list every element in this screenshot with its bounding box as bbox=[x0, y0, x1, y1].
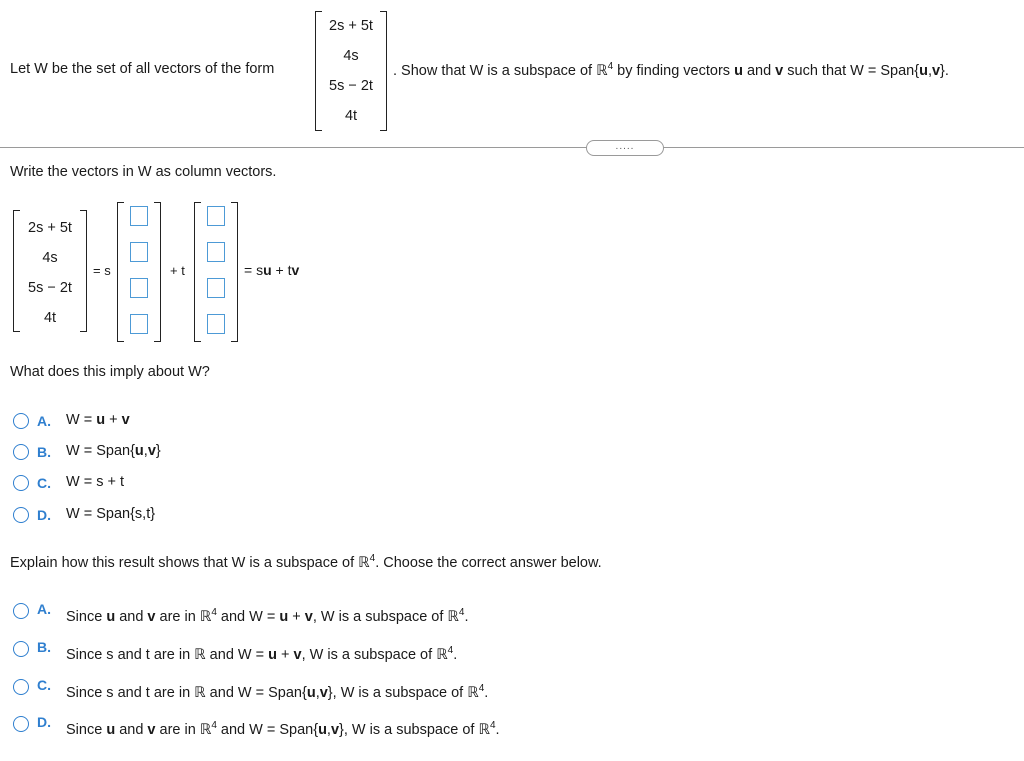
option-letter: C. bbox=[37, 677, 51, 693]
question-intro-text: Let W be the set of all vectors of the form bbox=[10, 61, 275, 77]
v-entry-3-input[interactable] bbox=[207, 278, 225, 298]
matrix-entry: 2s + 5t bbox=[329, 18, 373, 34]
question-vector-matrix bbox=[315, 11, 387, 131]
section-divider bbox=[0, 147, 1024, 148]
option-letter: C. bbox=[37, 475, 51, 491]
option-text: W = s + t bbox=[66, 474, 125, 490]
u-vector-matrix bbox=[117, 202, 161, 342]
radio-button[interactable] bbox=[13, 716, 29, 732]
option-letter: B. bbox=[37, 639, 51, 655]
u-entry-2-input[interactable] bbox=[130, 242, 148, 262]
v-entry-2-input[interactable] bbox=[207, 242, 225, 262]
option-letter: D. bbox=[37, 714, 51, 730]
radio-button[interactable] bbox=[13, 679, 29, 695]
v-vector-matrix bbox=[194, 202, 238, 342]
step1-prompt: Write the vectors in W as column vectors. bbox=[10, 164, 277, 180]
step3-prompt: Explain how this result shows that W is a subspace of ℝ$^4$. Choose the correct answer below. bbox=[10, 553, 602, 571]
option-letter: D. bbox=[37, 507, 51, 523]
expand-more-button[interactable]: ..... bbox=[586, 140, 664, 156]
option-text: W = Span{s,t} bbox=[66, 506, 156, 522]
radio-button[interactable] bbox=[13, 444, 29, 460]
step2-prompt: What does this imply about W? bbox=[10, 364, 210, 380]
question-task-text: . Show that W is a subspace of ℝ$^4$ by finding vectors u and v such that W = Span{u,v}. bbox=[393, 61, 949, 79]
matrix-entry: 4t bbox=[43, 310, 57, 326]
matrix-entry: 5s − 2t bbox=[329, 78, 373, 94]
radio-button[interactable] bbox=[13, 475, 29, 491]
option-text: W = Span{u,v} bbox=[66, 443, 161, 459]
v-entry-1-input[interactable] bbox=[207, 206, 225, 226]
matrix-entry: 4s bbox=[42, 250, 58, 266]
matrix-entry: 2s + 5t bbox=[28, 220, 72, 236]
option-text: Since u and v are in ℝ$^4$ and W = Span{u,v}, W is a subspace of ℝ$^4$. bbox=[66, 720, 500, 738]
option-text: Since u and v are in ℝ$^4$ and W = u + v, W is a subspace of ℝ$^4$. bbox=[66, 607, 469, 625]
option-letter: A. bbox=[37, 601, 51, 617]
radio-button[interactable] bbox=[13, 603, 29, 619]
u-entry-4-input[interactable] bbox=[130, 314, 148, 334]
radio-button[interactable] bbox=[13, 413, 29, 429]
option-letter: A. bbox=[37, 413, 51, 429]
option-text: Since s and t are in ℝ and W = u + v, W is a subspace of ℝ$^4$. bbox=[66, 645, 458, 663]
radio-button[interactable] bbox=[13, 507, 29, 523]
equals-su-tv-label: = su + tv bbox=[244, 262, 300, 278]
radio-button[interactable] bbox=[13, 641, 29, 657]
u-entry-1-input[interactable] bbox=[130, 206, 148, 226]
equals-s-label: = s bbox=[93, 263, 111, 278]
lhs-vector-matrix bbox=[13, 210, 87, 332]
option-letter: B. bbox=[37, 444, 51, 460]
v-entry-4-input[interactable] bbox=[207, 314, 225, 334]
matrix-entry: 4s bbox=[343, 48, 359, 64]
u-entry-3-input[interactable] bbox=[130, 278, 148, 298]
option-text: Since s and t are in ℝ and W = Span{u,v}, W is a subspace of ℝ$^4$. bbox=[66, 683, 489, 701]
option-text: W = u + v bbox=[66, 412, 130, 428]
plus-t-label: + t bbox=[170, 263, 185, 278]
matrix-entry: 4t bbox=[344, 108, 358, 124]
matrix-entry: 5s − 2t bbox=[28, 280, 72, 296]
